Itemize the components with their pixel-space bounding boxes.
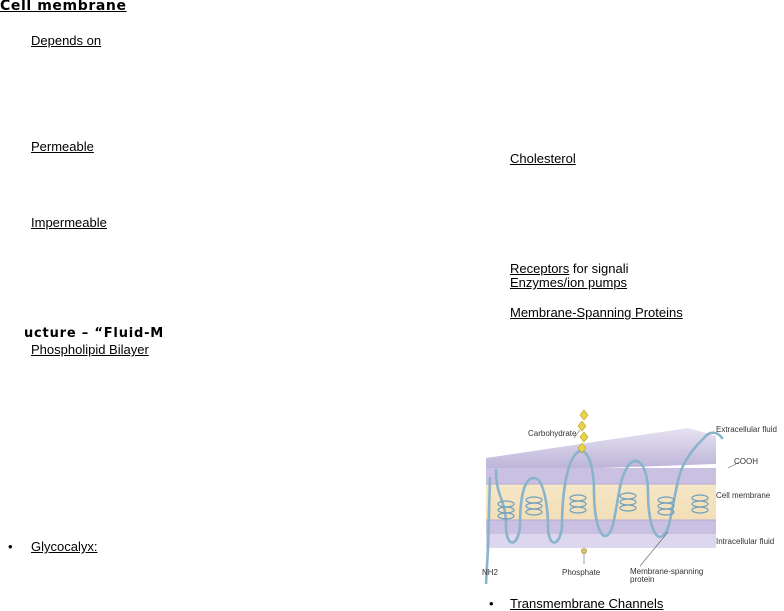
bullet: • bbox=[489, 596, 494, 611]
protein-caption: protein bbox=[630, 575, 655, 584]
membrane-diagram bbox=[478, 408, 784, 584]
extracellular-caption: Extracellular fluid bbox=[716, 425, 777, 434]
cooh-caption: COOH bbox=[734, 457, 758, 466]
membrane-illustration bbox=[478, 408, 784, 584]
intracellular-caption: Intracellular fluid bbox=[716, 537, 775, 546]
cholesterol-label: Cholesterol bbox=[510, 151, 576, 166]
structure-heading: ucture – “Fluid-M bbox=[24, 326, 165, 341]
phosphate-caption: Phosphate bbox=[562, 568, 601, 577]
receptors-tail: for signali bbox=[569, 261, 629, 276]
glycocalyx-label: Glycocalyx: bbox=[31, 539, 98, 554]
phospholipid-bilayer-label: Phospholipid Bilayer bbox=[31, 342, 149, 357]
lower-surface bbox=[486, 534, 716, 548]
page-title: Cell membrane bbox=[0, 0, 127, 14]
upper-surface bbox=[486, 428, 716, 472]
receptors-line bbox=[510, 261, 629, 276]
permeable-label: Permeable bbox=[31, 139, 94, 154]
cell-membrane-caption: Cell membrane bbox=[716, 491, 771, 500]
phosphate-dot bbox=[582, 549, 587, 554]
receptors-label: Receptors bbox=[510, 261, 570, 276]
membrane-spanning-caption: Membrane-spanning bbox=[630, 567, 704, 576]
impermeable-label: Impermeable bbox=[31, 215, 107, 230]
enzymes-label: Enzymes/ion pumps bbox=[510, 275, 628, 290]
bullet: • bbox=[8, 539, 13, 554]
membrane-spanning-proteins-label: Membrane-Spanning Proteins bbox=[510, 305, 683, 320]
nh2-caption: NH2 bbox=[482, 568, 499, 577]
transmembrane-channels-label: Transmembrane Channels bbox=[510, 596, 664, 611]
depends-on-label: Depends on bbox=[31, 33, 102, 48]
carbohydrate-caption: Carbohydrate bbox=[528, 429, 577, 438]
